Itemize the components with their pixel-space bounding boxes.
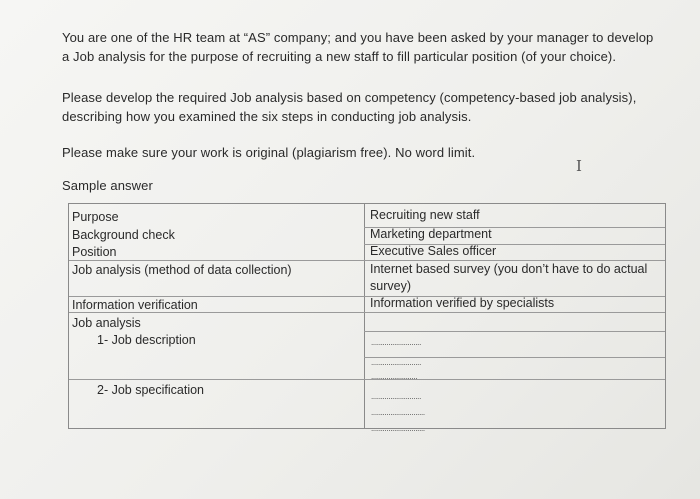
row-job-specification-label: 2- Job specification [97,383,205,397]
row-position-value: Executive Sales officer [370,244,497,258]
text-cursor-icon: I [576,157,582,175]
row-purpose-label: Purpose [72,210,119,224]
row-divider [69,379,665,380]
row-method-value: Internet based survey (you don’t have to do actual survey) [370,262,648,293]
intro-paragraph-1: You are one of the HR team at “AS” company; and you have been asked by your manager to develop a Job analysis for the purpose of recruiting a new staff to fill particular position (of your choice). [62,30,654,64]
dotted-placeholder: .......................... [371,392,421,401]
row-position-label: Position [72,245,117,259]
column-divider [364,204,365,428]
row-information-verification-value: Information verified by specialists [370,296,555,310]
intro-paragraph-2: Please develop the required Job analysis based on competency (competency-based job analysis), describing how you examined the six steps in conducting job analysis. [62,90,637,124]
row-job-description-label: 1- Job description [97,333,196,347]
dotted-placeholder: .......................... [371,358,421,367]
row-background-check-value: Marketing department [370,227,492,241]
row-purpose-value: Recruiting new staff [370,208,480,222]
intro-paragraph-3: Please make sure your work is original (plagiarism free). No word limit. [62,145,476,160]
dotted-placeholder: ............................ [371,424,425,433]
row-background-check-label: Background check [72,228,175,242]
dotted-placeholder: ........................ [371,372,418,381]
sample-answer-table [68,203,666,433]
row-job-analysis-label: Job analysis [72,316,141,330]
row-divider [364,331,665,332]
row-method-label: Job analysis (method of data collection) [72,263,292,277]
dotted-placeholder: .......................... [371,338,421,347]
dotted-placeholder: ............................ [371,408,425,417]
sample-answer-label: Sample answer [62,178,153,193]
row-information-verification-label: Information verification [72,298,198,312]
